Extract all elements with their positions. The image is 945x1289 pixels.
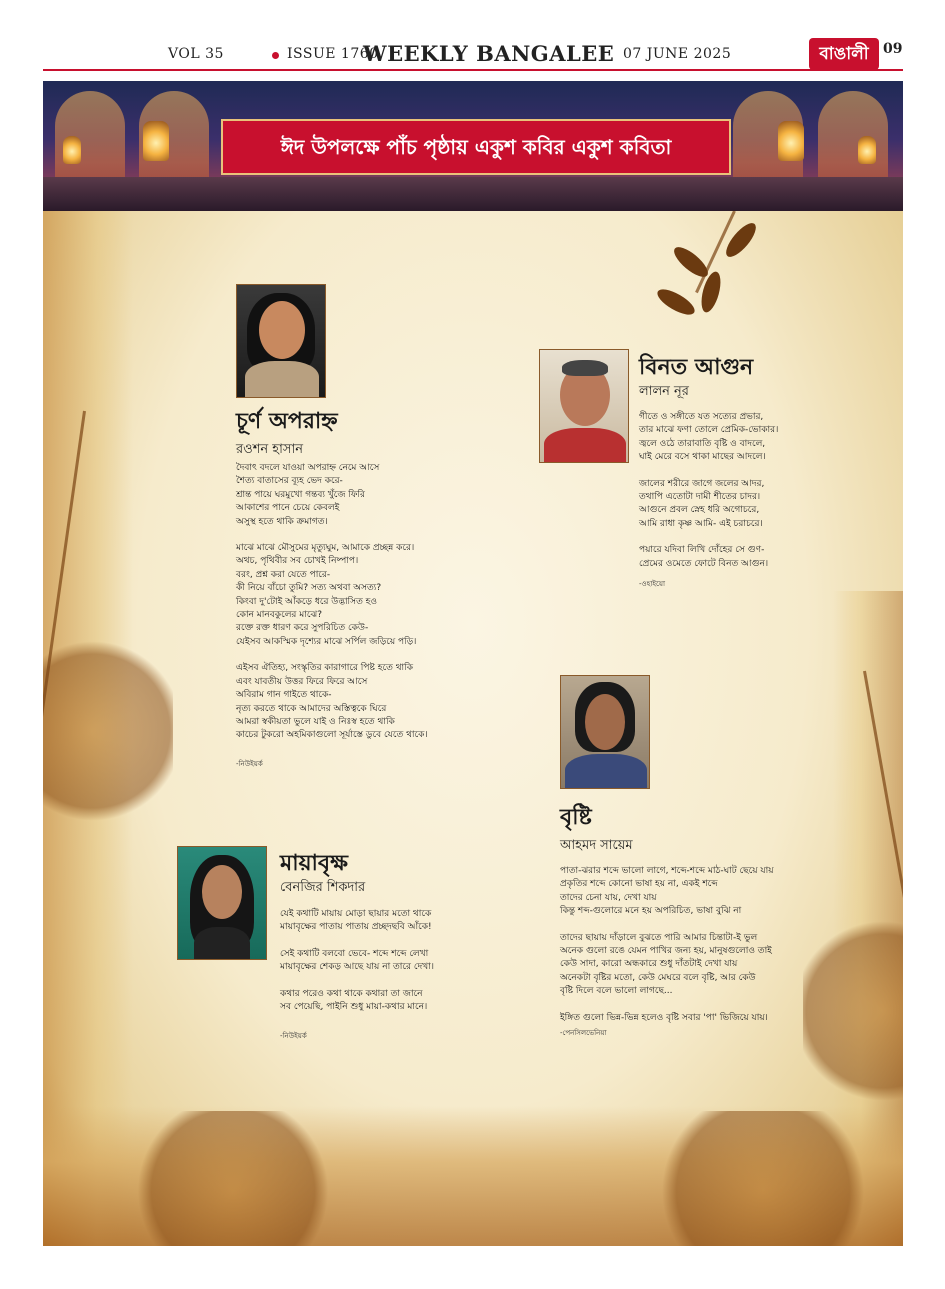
poem-line: বরং, প্রশ্ন করা যেতে পারে-	[236, 569, 331, 580]
poem-line: শৈত্য বাতাসের ব্যূহ ভেদ করে-	[236, 476, 343, 487]
poem-line: তাদের চেনা যায়, দেখা যায়	[560, 892, 657, 903]
poetry-page	[43, 211, 903, 1246]
poem-body	[560, 865, 860, 1038]
poet-name: রওশন হাসান	[236, 442, 304, 457]
lantern-icon	[858, 136, 876, 164]
poem-line: রক্তে রক্ত ধারণ করে সুপরিচিত কেউ-	[236, 623, 369, 634]
lantern-icon	[63, 136, 81, 164]
poem-title: মায়াবৃক্ষ	[280, 851, 349, 876]
poem-line: সব পেয়েছি, পাইনি শুধু মায়া-কথার মানে।	[280, 1002, 428, 1013]
poem-line: কথার পরেও কথা থাকে কথারা তা জানে	[280, 988, 423, 999]
poem-line: মায়াবৃক্ষের শেকড় আছে যায় না তারে দেখা।	[280, 962, 434, 973]
poem-line: প্রকৃতির শব্দে কোনো ভাষা হয় না, একই শব্দে	[560, 879, 718, 890]
lantern-icon	[778, 121, 804, 161]
poem-line: অনেক গুলো রঙে যেমন পাখির জন্য হয়, মানুষগুলোও তাই	[560, 946, 772, 957]
poem-title: বৃষ্টি	[560, 805, 592, 830]
floral-decoration	[43, 631, 173, 831]
poem-line: আমরা স্বকীয়তা ভুলে যাই ও নিঃস্ব হতে থাকি	[236, 716, 395, 727]
poem-line: কী নিয়ে বাঁচো তুমি? সত্য অথবা অসত্য?	[236, 583, 382, 594]
poem-line: জালের শরীরে জাগে জলের আদর,	[639, 478, 765, 489]
poem-location: -পেনসিলভেনিয়া	[560, 1029, 607, 1037]
poem-line: মায়াবৃক্ষের পাতায় পাতায় প্রচ্ছদছবি আঁকে!	[280, 922, 432, 933]
poem-line: কিংবা দু'টোই আঁকড়ে ধরে উদ্ভাসিত হও	[236, 596, 378, 607]
banner-floor	[43, 177, 903, 211]
poem-line: দৈবাৎ বদলে যাওয়া অপরাহ্ন নেমে আসে	[236, 463, 380, 473]
poem-body	[280, 908, 530, 1027]
publication-title: WEEKLY BANGALEE	[363, 41, 615, 66]
floral-decoration	[643, 1111, 883, 1246]
poem-line: পাতা-ঝরার শব্দে ভালো লাগে, শব্দে-শব্দে মাঠ-ঘাট ছেয়ে যায়	[560, 866, 774, 876]
poet-photo-benazir-sikder	[177, 846, 267, 960]
poet-photo-lalon-nur	[539, 349, 629, 463]
banner-title: ঈদ উপলক্ষে পাঁচ পৃষ্ঠায় একুশ কবির একুশ কবিতা	[221, 119, 731, 175]
masthead	[43, 38, 903, 72]
poem-title: বিনত আগুন	[639, 355, 754, 380]
poem-line: জ্বলে ওঠে তারাবাতি বৃষ্টি ও বাদলে,	[639, 438, 766, 449]
poem-line: কিন্তু শব্দ-গুলোরে মনে হয় অপরিচিত, ভাষা বুঝি না	[560, 906, 742, 917]
poem-line: আকাশের পানে চেয়ে কেবলই	[236, 503, 340, 514]
poem-line: তথাপি এতোটা দামী শীতের চাদর।	[639, 492, 761, 503]
poem-location: -নিউইয়র্ক	[280, 1032, 307, 1040]
poem-line: কাচের টুকরো অহমিকাগুলো সূর্যাস্তে ডুবে যেতে থাকে।	[236, 730, 428, 741]
poem-location: -ওহাইয়ো	[639, 580, 665, 588]
poem-line: তার মাঝে ফণা তোলে প্রেমিক-ভোকার।	[639, 425, 779, 436]
separator-dot-icon	[272, 52, 279, 59]
poem-line: এইসব ঐতিহ্য, সংস্কৃতির কারাগারে পিষ্ট হতে থাকি	[236, 663, 414, 674]
poem-line: কেউ সাদা, কারো অন্ধকারে শুধু দাঁতটাই দেখা যায়	[560, 959, 738, 970]
poem-line: যেইসব আকস্মিক দৃশ্যের মাঝে সর্পিল জড়িয়ে পড়ি।	[236, 636, 417, 647]
volume-label: VOL 35	[168, 46, 224, 62]
poem-line: নৃত্য করতে থাকে আমাদের অস্তিত্বকে ঘিরে	[236, 703, 387, 714]
issue-date: 07 JUNE 2025	[623, 46, 732, 62]
poem-title: চূর্ণ অপরাহ্ন	[236, 409, 338, 434]
poem-line: আমি রাধা কৃষ্ণ আমি- এই চরাচরে।	[639, 518, 763, 529]
poem-line: অথচ, পৃথিবীর সব চোখই নিষ্পাপ।	[236, 556, 359, 567]
poet-name: আহমদ সায়েম	[560, 838, 633, 853]
poem-line: গীতে ও সঙ্গীতে যত সত্যের প্রভার,	[639, 412, 764, 422]
poem-line: যেই কথাটি মায়ায় মোড়া ছায়ার মতো থাকে	[280, 909, 432, 919]
poet-name: বেনজির শিকদার	[280, 880, 366, 895]
poem-line: অবিরাম গান গাইতে থাকে-	[236, 690, 332, 701]
poem-line: আগুনে প্রবল স্নেহ ধরি অগোচরে,	[639, 505, 760, 516]
poem-line: ইঙ্গিত গুলো ভিন্ন-ভিন্ন হলেও বৃষ্টি সবার 'পা' ভিজিয়ে যায়।	[560, 1012, 768, 1023]
poem-line: অসুস্থ হতে থাকি ক্রমাগত।	[236, 516, 328, 527]
poem-line: মাঝে মাঝে মৌসুমের মৃত্যুঘুম, আমাকে প্রচ্ছন্ন করে।	[236, 543, 415, 554]
poem-line: সেই কথাটি বলবো ভেবে- শব্দে শব্দে লেখা	[280, 948, 429, 959]
poem-line: তাদের ছায়ায় দাঁড়ালে বুঝতে পারি আমার চিন্তাটা-ই ভুল	[560, 932, 758, 943]
publication-logo: বাঙালী	[809, 38, 879, 70]
poem-line: অনেকটা বৃষ্টির মতো, কেউ মেঘরে বলে বৃষ্টি, আর কেউ	[560, 972, 756, 983]
poet-photo-roushan-hasan	[236, 284, 326, 398]
leaf-icon	[670, 242, 712, 281]
poet-name: লালন নূর	[639, 384, 689, 399]
leaf-icon	[654, 285, 698, 320]
poem-line: শ্রান্ত পায়ে ঘরমুখো গন্তব্য খুঁজে ফিরি	[236, 489, 365, 500]
poem-body	[236, 462, 466, 756]
page-number: 09	[883, 41, 903, 57]
header-divider	[43, 69, 903, 71]
eid-banner	[43, 81, 903, 211]
floral-decoration	[123, 1111, 343, 1246]
poem-line: কোন মানবকুলের মাঝে?	[236, 610, 323, 621]
poem-line: ঘাই মেরে বসে থাকা মাছের আদলে।	[639, 452, 766, 463]
lantern-icon	[143, 121, 169, 161]
poem-body	[639, 411, 869, 584]
poet-photo-ahmed-sayem	[560, 675, 650, 789]
issue-label: ISSUE 1760	[287, 46, 379, 62]
poem-location: -নিউইয়র্ক	[236, 760, 263, 768]
poem-line: বৃষ্টি দিলে বলে ভালো লাগছে...	[560, 986, 673, 997]
poem-line: প্রেমের ওমেতে ফোটে বিনত আগুন।	[639, 558, 769, 569]
poem-line: পয়ারে যদিবা লিখি দোঁহের সে গুণ-	[639, 545, 765, 556]
poem-line: এবং যাবতীয় উত্তর ফিরে ফিরে আসে	[236, 676, 368, 687]
